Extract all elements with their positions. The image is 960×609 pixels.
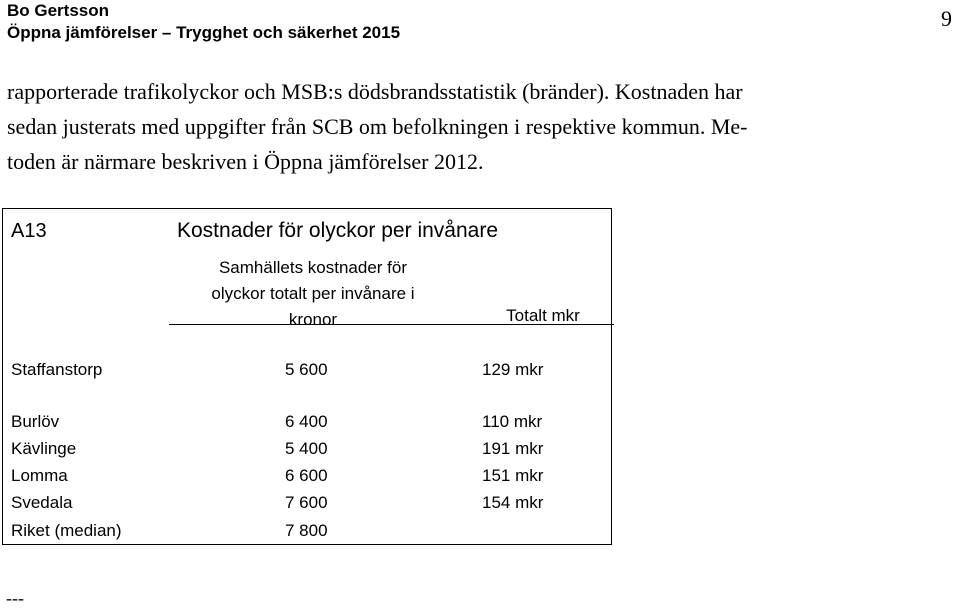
row-cost: 6 400 — [285, 412, 328, 431]
running-header-title: Öppna jämförelser – Trygghet och säkerhet 2015 — [7, 23, 401, 42]
row-total: 154 mkr — [482, 493, 544, 512]
row-cost: 5 600 — [285, 360, 328, 379]
row-total: 129 mkr — [482, 360, 544, 379]
row-name: Burlöv — [11, 412, 60, 431]
header-rule — [169, 324, 614, 325]
body-paragraph — [7, 74, 955, 179]
row-total: 151 mkr — [482, 466, 544, 485]
column-header-total: Totalt mkr — [506, 306, 580, 325]
column-header-line: Samhällets kostnader för — [218, 258, 408, 277]
row-name: Lomma — [11, 466, 68, 485]
table-code: A13 — [11, 220, 47, 242]
column-header-line: kronor — [288, 310, 338, 329]
body-line: toden är närmare beskriven i Öppna jämförelser 2012. — [7, 149, 484, 174]
body-line: rapporterade trafikolyckor och MSB:s dödsbrandsstatistik (bränder). Kostnaden har — [7, 79, 743, 104]
row-name: Kävlinge — [11, 439, 77, 458]
row-cost: 7 800 — [285, 521, 328, 540]
row-cost: 5 400 — [285, 439, 328, 458]
row-name: Staffanstorp — [11, 360, 103, 379]
body-line: sedan justerats med uppgifter från SCB om befolkningen i respektive kommun. Me- — [7, 114, 748, 139]
row-cost: 7 600 — [285, 493, 328, 512]
column-header-cost-per-capita — [173, 255, 453, 333]
row-cost: 6 600 — [285, 466, 328, 485]
footnote-marker: --- — [6, 588, 24, 608]
running-header-author: Bo Gertsson — [7, 1, 110, 20]
cost-table — [2, 208, 612, 545]
row-name: Riket (median) — [11, 521, 122, 540]
table-title: Kostnader för olyckor per invånare — [177, 219, 498, 242]
page-number: 9 — [941, 6, 952, 31]
row-total: 191 mkr — [482, 439, 544, 458]
row-name: Svedala — [11, 493, 73, 512]
row-total: 110 mkr — [482, 412, 543, 431]
column-header-line: olyckor totalt per invånare i — [211, 284, 415, 303]
